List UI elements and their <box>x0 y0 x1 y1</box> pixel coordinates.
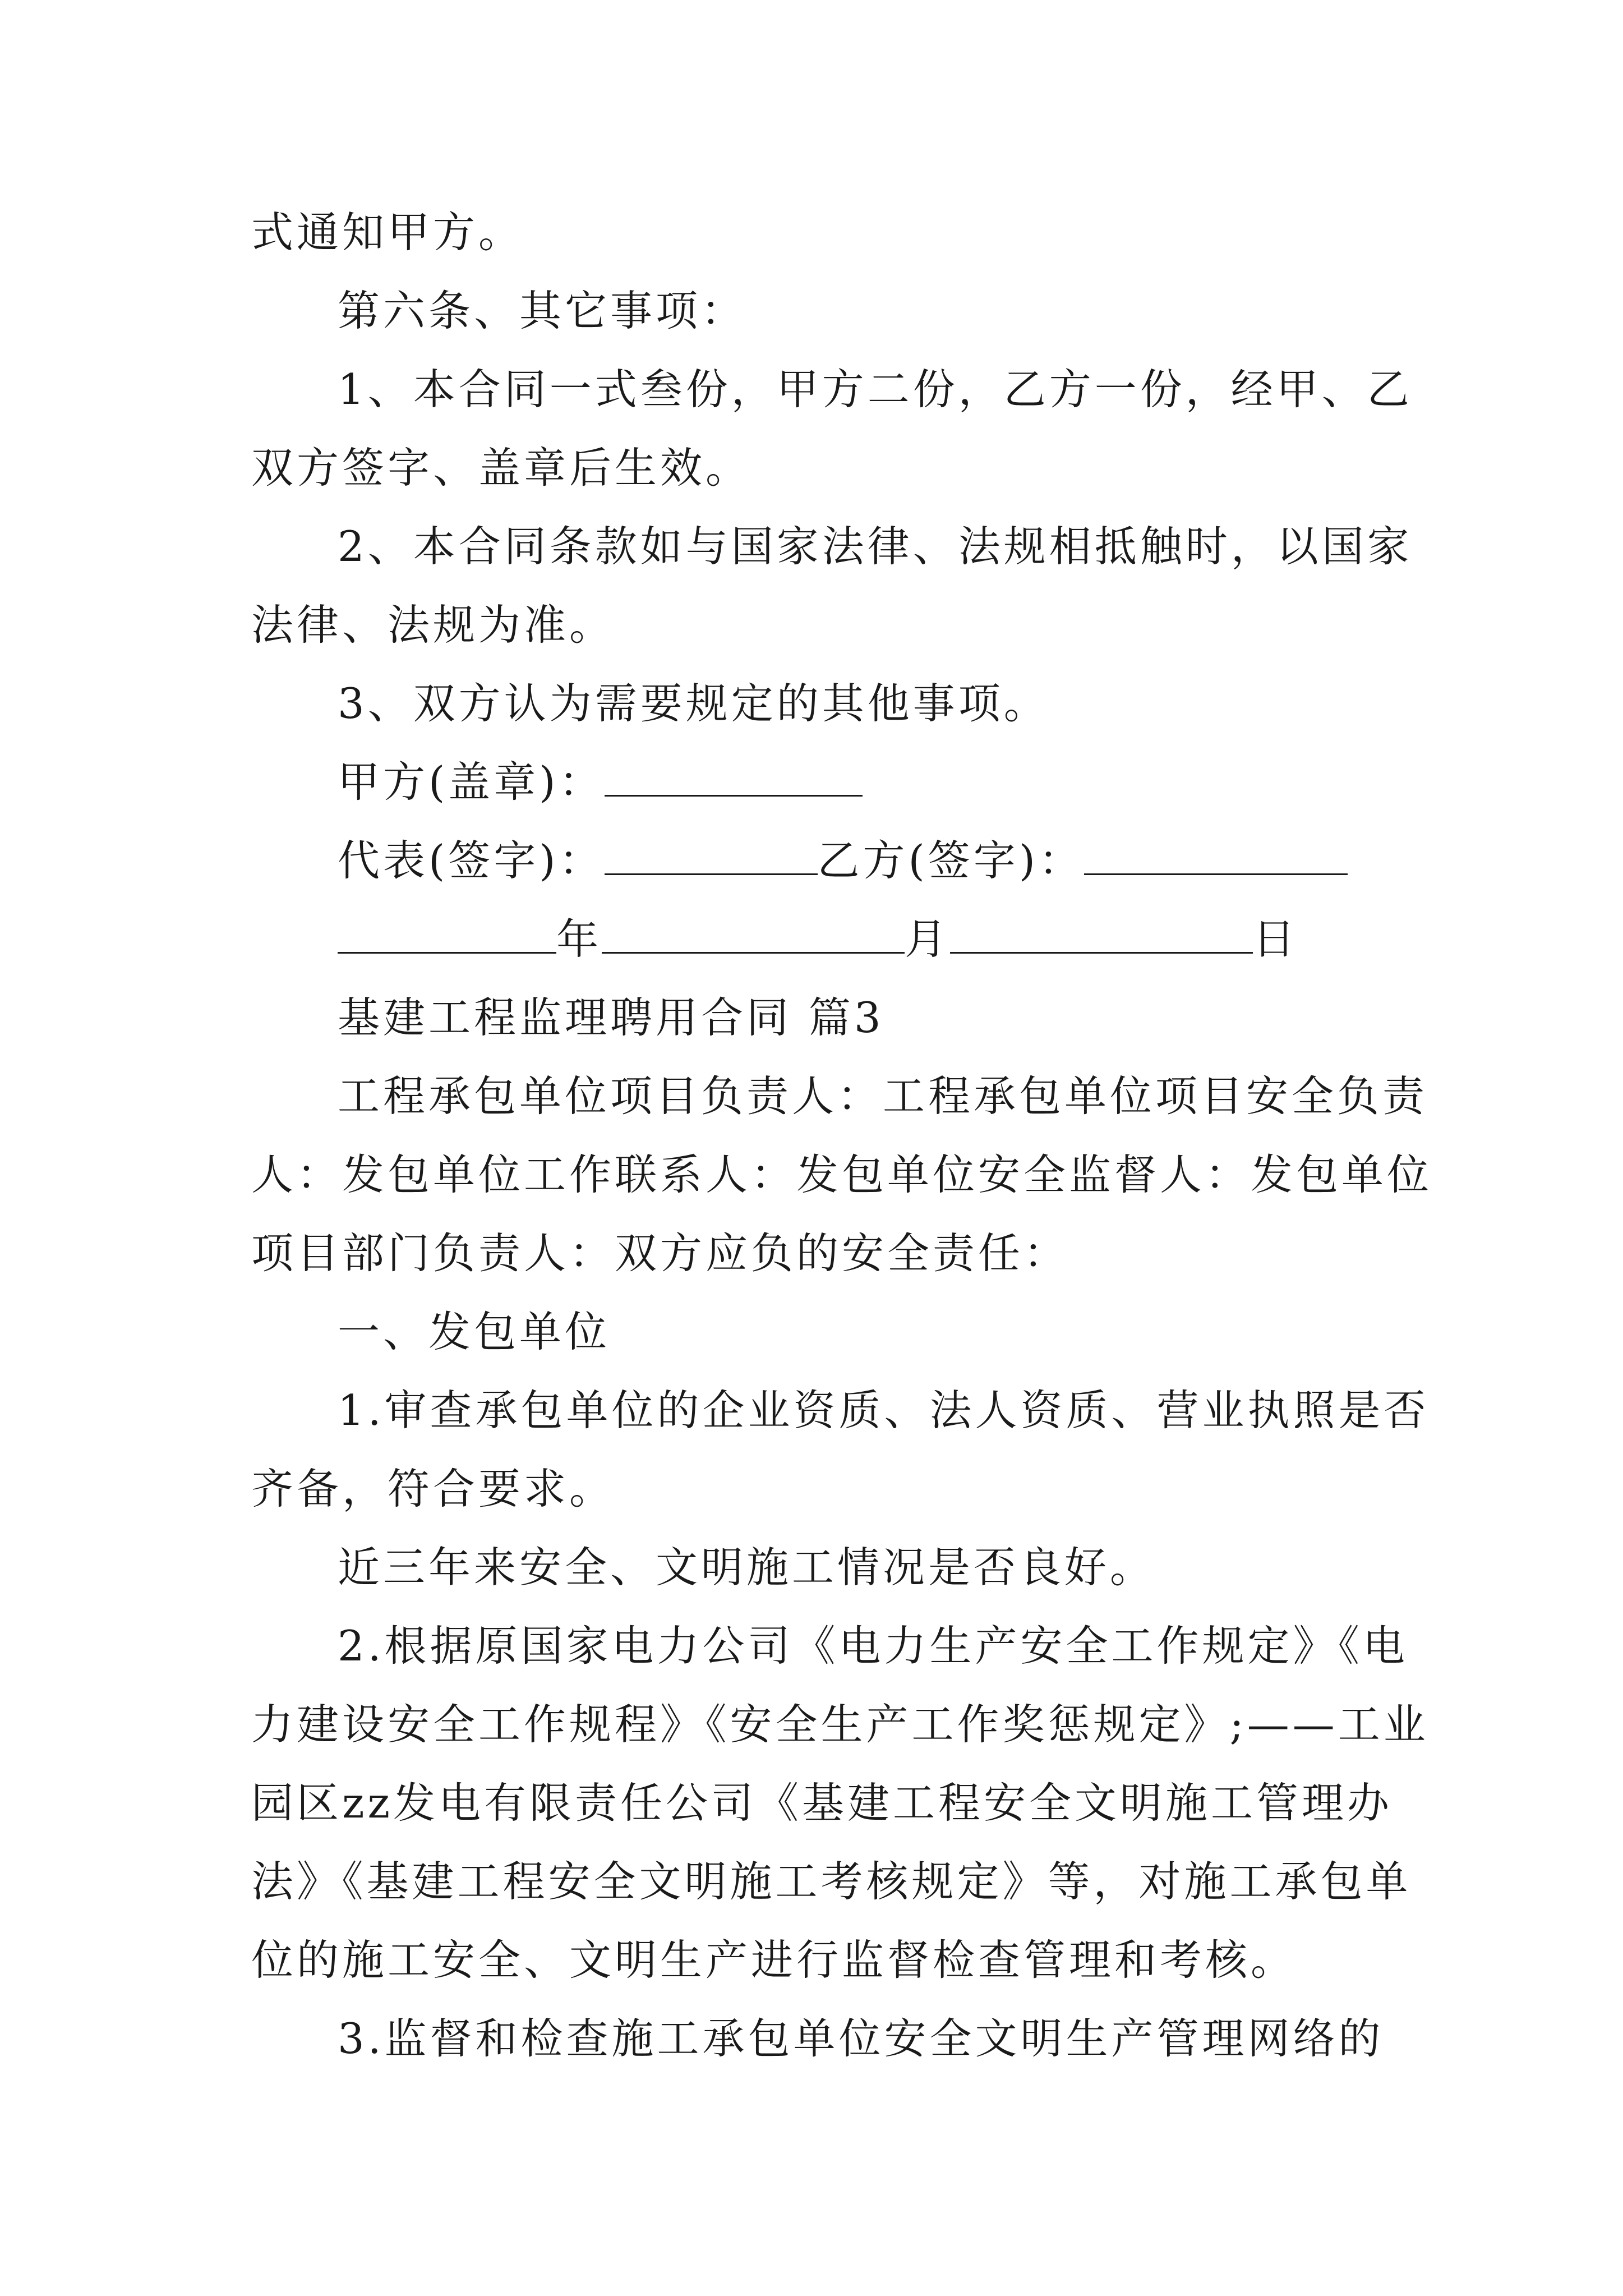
date-blank <box>602 917 905 954</box>
text-line: 近三年来安全、文明施工情况是否良好。 <box>338 1543 1156 1592</box>
party-b-sign-label: 乙方(签字)： <box>817 836 1085 885</box>
text-line: 力建设安全工作规程》《安全生产工作奖惩规定》;——工业 <box>251 1700 1429 1749</box>
text-line: 法律、法规为准。 <box>251 600 615 650</box>
signature-blank <box>605 760 863 797</box>
text-line: 1.审查承包单位的企业资质、法人资质、营业执照是否 <box>338 1386 1430 1435</box>
party-a-stamp-line <box>338 754 1465 810</box>
text-line: 双方签字、盖章后生效。 <box>251 443 751 493</box>
signature-blank <box>605 839 818 875</box>
text-line: 齐备，符合要求。 <box>251 1464 615 1513</box>
text-line: 3、双方认为需要规定的其他事项。 <box>338 679 1049 728</box>
text-line: 2.根据原国家电力公司《电力生产安全工作规定》《电 <box>338 1621 1409 1671</box>
text-line: 园区zz发电有限责任公司《基建工程安全文明施工管理办 <box>251 1778 1393 1828</box>
text-line: 项目部门负责人：双方应负的安全责任： <box>251 1228 1069 1278</box>
date-blank <box>950 917 1253 954</box>
party-a-stamp-label: 甲方(盖章)： <box>338 757 605 807</box>
signature-blank <box>1084 839 1348 875</box>
text-line: 3.监督和检查施工承包单位安全文明生产管理网络的 <box>338 2014 1384 2063</box>
text-line: 工程承包单位项目负责人：工程承包单位项目安全负责 <box>338 1071 1428 1121</box>
text-line: 人：发包单位工作联系人：发包单位安全监督人：发包单位 <box>251 1150 1433 1199</box>
day-label: 日 <box>1253 914 1299 964</box>
text-line: 2、本合同条款如与国家法律、法规相抵触时，以国家 <box>338 522 1413 571</box>
subsection-heading: 一、发包单位 <box>338 1307 611 1356</box>
text-line: 法》《基建工程安全文明施工考核规定》等，对施工承包单 <box>251 1857 1412 1906</box>
year-label: 年 <box>556 914 602 964</box>
rep-sign-label: 代表(签字)： <box>338 836 605 885</box>
date-line <box>338 911 1465 967</box>
text-line: 式通知甲方。 <box>251 208 524 257</box>
section-title: 基建工程监理聘用合同 篇3 <box>338 993 884 1042</box>
article-heading: 第六条、其它事项： <box>338 286 747 335</box>
signature-line <box>338 832 1465 889</box>
text-line: 位的施工安全、文明生产进行监督检查管理和考核。 <box>251 1935 1297 1985</box>
date-blank <box>338 917 556 954</box>
text-line: 1、本合同一式叁份，甲方二份，乙方一份，经甲、乙 <box>338 365 1413 414</box>
month-label: 月 <box>905 914 951 964</box>
